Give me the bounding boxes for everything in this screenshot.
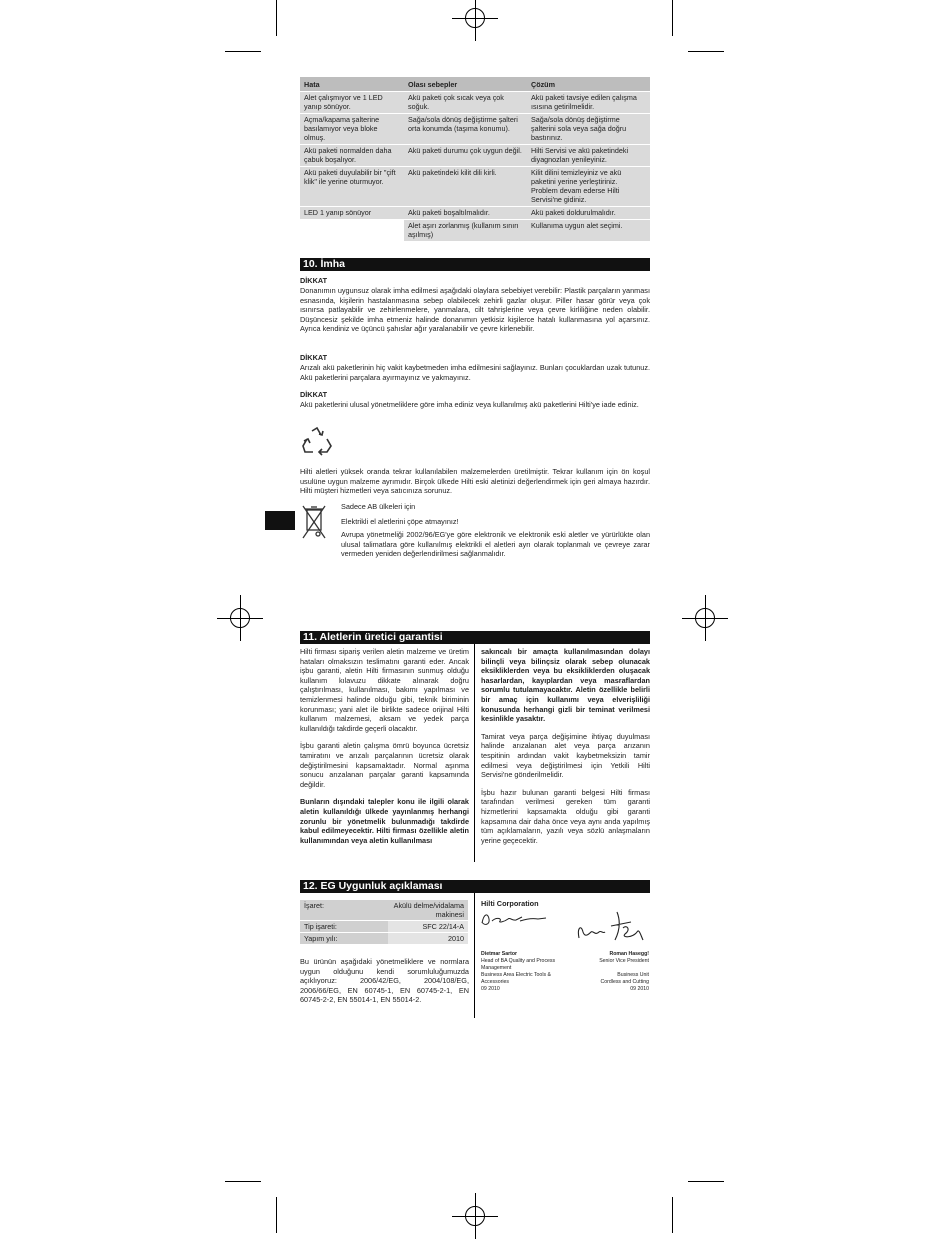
recycle-text: Hilti aletleri yüksek oranda tekrar kullanılabilen malzemelerden üretilmiştir. Tekrar kullanım için ön koşul usulüne uygun malzeme ayrımıdır. Birçok ülkede Hilti eski aletinizi değerlendirmek için geri almaya hazırdır. Hilti müşteri hizmetleri veya satıcınıza sorunuz. — [300, 467, 650, 496]
section-12-heading: 12. EG Uygunluk açıklaması — [300, 880, 650, 893]
crop-mark — [688, 51, 724, 52]
table-cell: SFC 22/14-A — [388, 921, 468, 933]
table-row — [300, 933, 468, 945]
crop-mark — [225, 1181, 261, 1182]
table-cell: Sağa/sola dönüş değiştirme şalterini sola veya sağa doğru bastırınız. — [527, 114, 650, 145]
table-cell: Kullanıma uygun alet seçimi. — [527, 220, 650, 242]
section-10-heading: 10. İmha — [300, 258, 650, 271]
crossed-bin-icon — [300, 502, 328, 542]
column-divider — [474, 644, 475, 862]
signer-2-title: Senior Vice President — [599, 958, 649, 964]
warning-label: DİKKAT — [300, 390, 328, 399]
signer-1-title: Head of BA Quality and Process Management — [481, 958, 556, 971]
table-cell: Akü paketi tavsiye edilen çalışma ısısına getirilmelidir. — [527, 92, 650, 114]
crop-mark — [276, 0, 277, 36]
table-cell: Akü paketi duyulabilir bir "çift klik" ile yerine oturmuyor. — [300, 167, 404, 207]
table-row — [300, 207, 650, 220]
table-cell: Kilit dilini temizleyiniz ve akü paketini yerine yerleştiriniz. Problem devam ederse Hilti Servisi'ne gidiniz. — [527, 167, 650, 207]
signer-2-name: Roman Hasegg! — [609, 951, 649, 957]
table-row — [300, 114, 650, 145]
signer-2-title: Cordless and Cutting — [600, 979, 649, 985]
table-header: Çözüm — [527, 77, 650, 92]
table-cell: LED 1 yanıp sönüyor — [300, 207, 404, 220]
table-cell: Alet çalışmıyor ve 1 LED yanıp sönüyor. — [300, 92, 404, 114]
column-divider — [474, 893, 475, 1018]
no-trash-text: Elektrikli el aletlerini çöpe atmayınız! — [341, 517, 459, 526]
eu-only-text: Sadece AB ülkeleri için — [341, 502, 416, 511]
crop-mark — [672, 1197, 673, 1233]
table-cell: Akülü delme/vidalama makinesi — [388, 900, 468, 921]
language-tab — [265, 511, 295, 530]
crop-mark — [225, 51, 261, 52]
recycle-icon — [300, 425, 334, 459]
table-cell: Açma/kapama şalterine basılamıyor veya bloke olmuş. — [300, 114, 404, 145]
warning-text: Akü paketlerini ulusal yönetmeliklere göre imha ediniz veya kullanılmış akü paketlerini Hilti'ye iade ediniz. — [300, 400, 639, 409]
declaration-text: Bu ürünün aşağıdaki yönetmeliklere ve normlara uygun olduğunu kendi sorumluluğumuzda açıklıyoruz: 2006/42/EG, 2004/108/EG, 2006/66/EG, EN 60745-1, EN 60745-2-1, EN 60745-2-2, EN 55014-1, EN 55014-2. — [300, 957, 469, 1005]
table-cell: Akü paketindeki kilit dili kirli. — [404, 167, 527, 207]
warranty-paragraph: sakıncalı bir amaçta kullanılmasından dolayı bilinçli veya bilinçsiz olarak sebep olunacak eksikliklerden veya bu eksikliklerden oluşacak hasarlardan, kayıplardan veya masraflardan sorumlu tutulamayacaktır. Aletin özellikle belirli bir amaç için kullanımı veya elverişliliği konusunda herhangi gizli bir teminat verilmesi kesinlikle yasaktır. — [481, 647, 650, 724]
table-cell: Akü paketi doldurulmalıdır. — [527, 207, 650, 220]
registration-mark — [465, 1206, 485, 1226]
table-row — [300, 92, 650, 114]
table-row — [300, 145, 650, 167]
signature-1 — [480, 909, 550, 929]
signer-2-title: Business Unit — [617, 972, 649, 978]
warning-text: Arızalı akü paketlerinin hiç vakit kaybetmeden imha edilmesini sağlayınız. Bunları çocuklardan uzak tutunuz. Akü paketlerini parçalara ayırmayınız ve yakmayınız. — [300, 363, 650, 382]
warning-label: DİKKAT — [300, 353, 328, 362]
warranty-left-column — [300, 647, 469, 853]
crop-mark — [688, 1181, 724, 1182]
table-cell: Tip işareti: — [300, 921, 388, 933]
registration-mark — [695, 608, 715, 628]
warranty-paragraph: Bunların dışındaki talepler konu ile ilgili olarak aletin kullanıldığı ülkede yayınlanmış herhangi zorunlu bir yönetmelik bulunmadığı takdirde kabul edilmeyecektir. Hilti firması özellikle aletin kullanımından veya aletin kullanılması — [300, 797, 469, 845]
signer-1-title: Business Area Electric Tools & Accessories — [481, 972, 551, 985]
warranty-paragraph: İşbu garanti aletin çalışma ömrü boyunca ücretsiz tamiratını ve arızalı parçalarının ücretsiz olarak değiştirilmesini kapsamaktadır. Normal aşınma sonucu arızalanan parçalar garanti kapsamında değildir. — [300, 741, 469, 789]
table-row — [300, 900, 468, 921]
table-cell: Akü paketi normalden daha çabuk boşalıyor. — [300, 145, 404, 167]
table-cell: Hilti Servisi ve akü paketindeki diyagnozları yenileyiniz. — [527, 145, 650, 167]
table-row — [300, 220, 650, 242]
table-cell: 2010 — [388, 933, 468, 945]
table-cell — [300, 220, 404, 242]
signature-2 — [575, 910, 647, 944]
warning-text: Donanımın uygunsuz olarak imha edilmesi aşağıdaki olaylara sebebiyet verebilir: Plastik parçaların yanması esnasında, kişilerin hastalanmasına sebep olabilecek zehirli gazlar oluşur. Piller hasar görür veya çok ısınırsa patlayabilir ve zehirlenmelere, yanmalara, cilt tahrişlerine veya çevre kirliliğine neden olabilir. Düşüncesiz şekilde imha etmeniz halinde donanımın yetkisiz kişilerce hatalı kullanmasına yol açarsınız. Ayrıca kendiniz ve üçüncü şahıslar ağır yaralanabilir ve çevre kirlenebilir. — [300, 286, 650, 334]
eu-directive-text: Avrupa yönetmeliği 2002/96/EG'ye göre elektronik ve elektronik eski aletler ve yürürlükte olan ulusal talimatlara göre kullanılmış elektrikli el aletleri ayrı olarak toplanmalı ve çevreye zarar vermeden yeniden değerlendirilmesi sağlanmalıdır. — [341, 530, 650, 559]
table-cell: Akü paketi çok sıcak veya çok soğuk. — [404, 92, 527, 114]
signer-1-date: 09 2010 — [481, 986, 500, 992]
signer-1-name: Dietmar Sartor — [481, 951, 518, 957]
warranty-paragraph: Hilti firması sipariş verilen aletin malzeme ve üretim hataları olmaksızın teslimatını garanti eder. Ancak işbu garanti, aletin Hilti firmasının sunmuş olduğu kullanım kılavuzu dikkate alınarak doğru çalıştırılması, kullanılması, bakımı yapılması ve temizlenmesi halinde olduğu gibi, teknik biriminin korunması; yani alet ile birlikte sadece orijinal Hilti kullanım malzemesi, aksam ve yedek parça kullanıldığı takdirde geçerli olacaktır. — [300, 647, 469, 733]
troubleshooting-table — [300, 77, 650, 241]
table-cell: İşaret: — [300, 900, 388, 921]
warranty-paragraph: İşbu hazır bulunan garanti belgesi Hilti firması tarafından verilmesi gereken tüm garanti hizmetlerini kapsamakta olduğu gibi garanti kapsamına dair daha önce veya aynı anda yapılmış tüm açıklamaların, yazılı veya sözlü anlaşmaların yerine geçecektir. — [481, 787, 650, 845]
table-row — [300, 921, 468, 933]
warning-label: DİKKAT — [300, 276, 328, 285]
table-header: Hata — [300, 77, 404, 92]
warranty-paragraph: Tamirat veya parça değişimine ihtiyaç duyulması halinde arızalanan alet veya parça arızanın tespitinin ardından vakit kaybetmeksizin tamir edilmesi veya değiştirilmesi için Yetkili Hilti Servisi'ne gönderilmelidir. — [481, 731, 650, 780]
table-cell: Alet aşırı zorlanmış (kullanım sınırı aşılmış) — [404, 220, 527, 242]
declaration-table — [300, 899, 468, 944]
table-cell: Akü paketi durumu çok uygun değil. — [404, 145, 527, 167]
table-cell: Akü paketi boşaltılmalıdır. — [404, 207, 527, 220]
registration-mark — [465, 8, 485, 28]
table-cell: Sağa/sola dönüş değiştirme şalteri orta konumda (taşıma konumu). — [404, 114, 527, 145]
crop-mark — [276, 1197, 277, 1233]
table-row — [300, 167, 650, 207]
table-header-row — [300, 77, 650, 92]
section-11-heading: 11. Aletlerin üretici garantisi — [300, 631, 650, 644]
registration-mark — [230, 608, 250, 628]
crop-mark — [672, 0, 673, 36]
warranty-right-column — [481, 647, 650, 853]
signer-2-date: 09 2010 — [630, 986, 649, 992]
table-cell: Yapım yılı: — [300, 933, 388, 945]
company-name: Hilti Corporation — [481, 899, 539, 908]
table-header: Olası sebepler — [404, 77, 527, 92]
